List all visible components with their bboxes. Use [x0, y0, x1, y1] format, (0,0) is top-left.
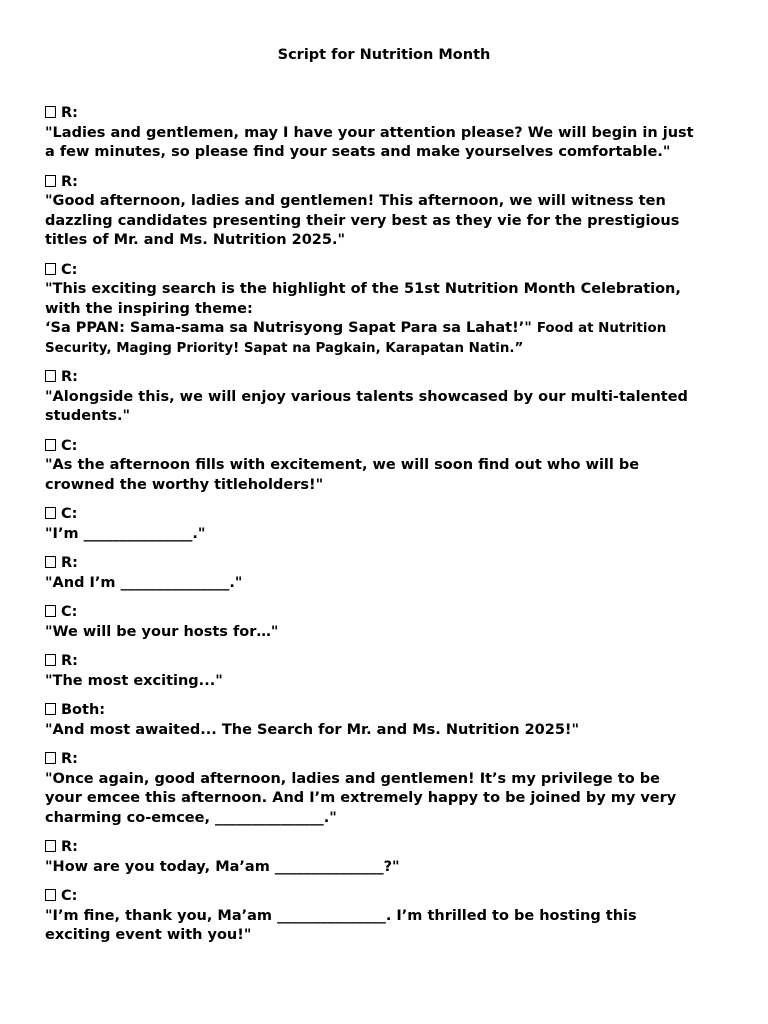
dialogue-line: "Once again, good afternoon, ladies and gentlemen! It’s my privilege to be [45, 770, 660, 787]
script-block [45, 554, 735, 593]
speaker-name: R: [61, 751, 78, 767]
theme-quote: ‘Sa PPAN: Sama-sama sa Nutrisyong Sapat Para sa Lahat!’" [45, 320, 532, 336]
speaker-label [45, 368, 735, 388]
dialogue-line: a few minutes, so please find your seats and make yourselves comfortable." [45, 144, 671, 160]
speaker-name: C: [61, 506, 78, 522]
dialogue-line: "And I’m _______________." [45, 574, 243, 591]
missing-glyph-icon [45, 654, 56, 666]
dialogue-line: "And most awaited... The Search for Mr. and Ms. Nutrition 2025!" [45, 721, 580, 738]
speaker-label [45, 554, 735, 574]
script-block [45, 603, 735, 642]
missing-glyph-icon [45, 507, 56, 519]
dialogue-line: titles of Mr. and Ms. Nutrition 2025." [45, 232, 346, 248]
dialogue-line: "The most exciting..." [45, 672, 223, 689]
dialogue-line: "As the afternoon fills with excitement, we will soon find out who will be [45, 457, 640, 473]
missing-glyph-icon [45, 703, 56, 715]
missing-glyph-icon [45, 752, 56, 764]
speaker-name: Both: [61, 702, 106, 718]
script-block [45, 750, 735, 828]
dialogue-line: with the inspiring theme: [45, 300, 253, 317]
dialogue-line: exciting event with you!" [45, 927, 252, 943]
speaker-name: C: [61, 888, 78, 904]
speaker-name: R: [61, 173, 78, 190]
script-body [45, 104, 735, 956]
script-block [45, 368, 735, 427]
dialogue-line: "How are you today, Ma’am _______________?" [45, 858, 400, 875]
speaker-name: C: [61, 437, 78, 454]
dialogue-line: "This exciting search is the highlight of the 51st Nutrition Month Celebration, [45, 281, 681, 297]
script-block [45, 261, 735, 359]
missing-glyph-icon [45, 175, 56, 187]
dialogue-line: Security, Maging Priority! Sapat na Pagkain, Karapatan Natin.” [45, 340, 524, 356]
speaker-label [45, 838, 735, 858]
dialogue-line: "We will be your hosts for…" [45, 623, 279, 640]
document-title: Script for Nutrition Month [277, 47, 491, 63]
speaker-name: R: [61, 369, 78, 385]
speaker-label [45, 887, 735, 907]
script-block [45, 173, 735, 251]
missing-glyph-icon [45, 556, 56, 568]
script-block [45, 104, 735, 163]
speaker-label [45, 701, 735, 721]
dialogue-line: students." [45, 408, 131, 424]
dialogue-line: crowned the worthy titleholders!" [45, 476, 324, 493]
dialogue-line: dazzling candidates presenting their very best as they vie for the prestigious [45, 212, 680, 229]
missing-glyph-icon [45, 439, 56, 451]
dialogue-line: "Ladies and gentlemen, may I have your attention please? We will begin in just [45, 124, 694, 141]
dialogue-line [45, 319, 735, 339]
script-block [45, 505, 735, 544]
theme-continuation: Food at Nutrition [536, 321, 667, 336]
speaker-label [45, 603, 735, 623]
missing-glyph-icon [45, 263, 56, 275]
script-block [45, 437, 735, 496]
script-block [45, 652, 735, 691]
speaker-name: R: [61, 105, 78, 121]
speaker-label [45, 104, 735, 124]
speaker-label [45, 750, 735, 770]
missing-glyph-icon [45, 370, 56, 382]
script-block [45, 887, 735, 946]
dialogue-line: "I’m fine, thank you, Ma’am _______________. I’m thrilled to be hosting this [45, 907, 637, 924]
speaker-name: R: [61, 555, 78, 571]
dialogue-line: your emcee this afternoon. And I’m extremely happy to be joined by my very [45, 790, 677, 806]
speaker-name: C: [61, 261, 78, 278]
missing-glyph-icon [45, 106, 56, 118]
speaker-label [45, 437, 735, 457]
speaker-name: C: [61, 604, 78, 620]
script-block [45, 838, 735, 877]
speaker-name: R: [61, 839, 78, 855]
missing-glyph-icon [45, 605, 56, 617]
dialogue-line: "Alongside this, we will enjoy various talents showcased by our multi-talented [45, 388, 688, 405]
script-block [45, 701, 735, 740]
dialogue-line: "I’m _______________." [45, 525, 206, 542]
speaker-label [45, 173, 735, 193]
speaker-label [45, 261, 735, 281]
speaker-name: R: [61, 653, 78, 669]
dialogue-line: "Good afternoon, ladies and gentlemen! This afternoon, we will witness ten [45, 193, 666, 209]
missing-glyph-icon [45, 840, 56, 852]
speaker-label [45, 652, 735, 672]
missing-glyph-icon [45, 889, 56, 901]
speaker-label [45, 505, 735, 525]
dialogue-line: charming co-emcee, _______________." [45, 809, 337, 826]
